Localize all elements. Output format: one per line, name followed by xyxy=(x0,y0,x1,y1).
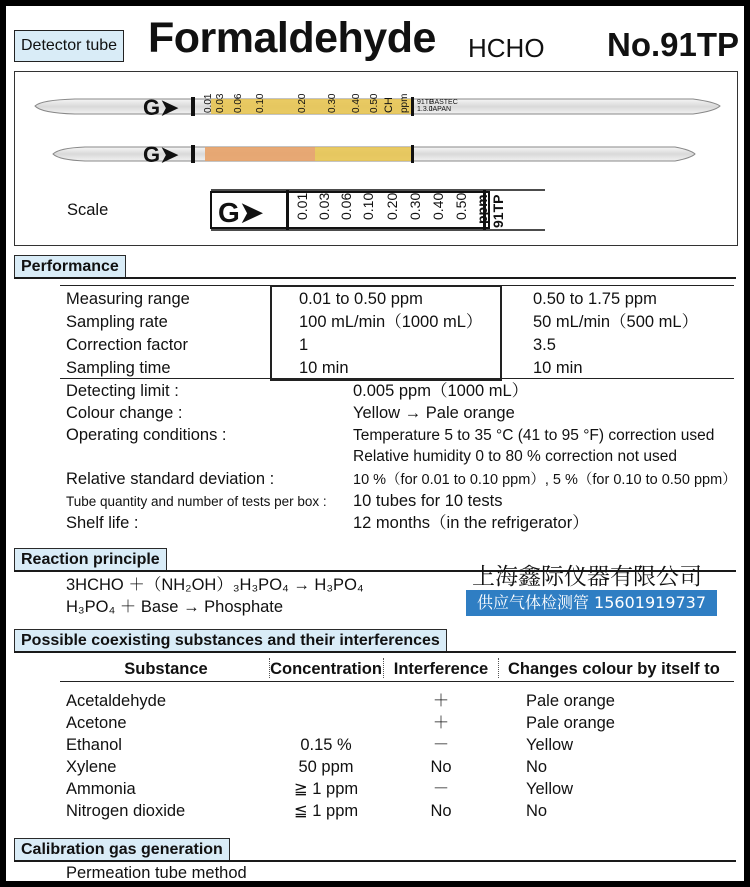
calibration-method: Permeation tube method xyxy=(66,864,247,881)
scale-tick-label: 0.10 xyxy=(360,192,376,220)
performance-heading: Performance xyxy=(14,255,126,279)
detail-value: Temperature 5 to 35 °C (41 to 95 °F) correction used xyxy=(353,427,715,444)
substance-concentration: 0.15 % xyxy=(300,736,352,754)
tube-tick-label: 0.01 xyxy=(203,93,214,113)
tube-end-line: JAPAN xyxy=(429,106,452,113)
header-label: Detector tube xyxy=(14,30,124,62)
substance-name: Acetaldehyde xyxy=(66,692,166,710)
scale-tick-label: 0.40 xyxy=(430,192,446,220)
tube-tick-label: 0.03 xyxy=(215,93,226,113)
column-divider xyxy=(498,658,499,678)
column-header-interference: Interference xyxy=(393,660,489,678)
detail-value: 12 months（in the refrigerator） xyxy=(353,514,589,532)
perf-label: Sampling rate xyxy=(66,313,168,331)
tube-tick-label: 0.10 xyxy=(255,93,266,113)
tube-tick-label: 0.06 xyxy=(233,93,244,113)
column-header-substance: Substance xyxy=(124,660,208,678)
perf-value-high: 10 min xyxy=(533,359,583,377)
scale-unit-label: ppm xyxy=(474,194,490,224)
detail-value: 10 %（for 0.01 to 0.10 ppm）, 5 %（for 0.10 to 0.50 ppm） xyxy=(353,472,737,488)
product-code: No.91TP xyxy=(607,26,740,63)
detail-value: Yellow → Pale orange xyxy=(353,404,515,422)
perf-label: Measuring range xyxy=(66,290,190,308)
tube-tick-label: 0.20 xyxy=(297,93,308,113)
substance-name: Ammonia xyxy=(66,780,136,798)
substance-colour: Yellow xyxy=(526,736,574,754)
perf-value-low: 0.01 to 0.50 ppm xyxy=(299,290,423,308)
perf-value-low: 100 mL/min（1000 mL） xyxy=(299,313,483,331)
perf-value-low: 10 min xyxy=(299,359,349,377)
substance-concentration: ≦ 1 ppm xyxy=(293,802,359,820)
company-name: 上海鑫际仪器有限公司 xyxy=(472,564,702,590)
scale-tick-label: 0.30 xyxy=(407,192,423,220)
substance-name: Ethanol xyxy=(66,736,122,754)
chemical-formula: HCHO xyxy=(468,33,545,63)
perf-label: Correction factor xyxy=(66,336,188,354)
substance-interference: ＋ xyxy=(432,714,450,732)
svg-text:G➤: G➤ xyxy=(218,197,264,228)
scale-tick-label: 0.01 xyxy=(294,192,310,220)
scale-tick-label: 0.03 xyxy=(316,192,332,220)
detail-label: Detecting limit : xyxy=(66,382,179,400)
interferences-heading: Possible coexisting substances and their interferences xyxy=(14,629,447,653)
interferences-table xyxy=(6,656,744,826)
datasheet-page xyxy=(6,6,744,881)
tube-tick-label: 0.50 xyxy=(369,93,380,113)
tube-tick-label: 0.40 xyxy=(351,93,362,113)
tube-tick-label: 0.30 xyxy=(327,93,338,113)
column-header-concentration: Concentration xyxy=(270,660,382,678)
substance-name: Nitrogen dioxide xyxy=(66,802,186,820)
substance-colour: No xyxy=(526,802,548,820)
performance-table xyxy=(6,285,744,381)
perf-value-high: 3.5 xyxy=(533,336,556,354)
scale-tick-label: 0.06 xyxy=(338,192,354,220)
perf-value-low: 1 xyxy=(299,336,309,354)
scale-tick-label: 0.20 xyxy=(384,192,400,220)
detail-label: Tube quantity and number of tests per box : xyxy=(66,494,327,509)
interferences-rule xyxy=(14,651,736,653)
tube-end-marking xyxy=(429,99,461,113)
substance-concentration: 50 ppm xyxy=(298,758,354,776)
substance-name: Acetone xyxy=(66,714,127,732)
detail-label: Relative standard deviation : xyxy=(66,470,275,488)
reaction-equation-2: H₃PO₄ ＋ Base → Phosphate xyxy=(66,598,284,616)
perf-value-high: 50 mL/min（500 mL） xyxy=(533,313,699,331)
company-contact-banner: 供应气体检测管 15601919737 xyxy=(466,590,717,616)
tube-figure-box xyxy=(14,71,738,246)
scale-tick-label: 0.50 xyxy=(453,192,469,220)
detail-value: 0.005 ppm（1000 mL） xyxy=(353,382,529,400)
tube-formula-label: CH xyxy=(383,97,395,113)
detail-value: 10 tubes for 10 tests xyxy=(353,492,503,510)
substance-interference: － xyxy=(432,780,450,798)
substance-colour: Pale orange xyxy=(526,692,615,710)
substance-interference: ＋ xyxy=(432,692,450,710)
reaction-equation-1: 3HCHO ＋（NH₂OH）₃H₃PO₄ → H₃PO₄ xyxy=(66,576,364,594)
page-title: Formaldehyde xyxy=(148,14,436,62)
reaction-heading: Reaction principle xyxy=(14,548,167,572)
substance-colour: Pale orange xyxy=(526,714,615,732)
scale-label: Scale xyxy=(67,201,109,219)
substance-colour: No xyxy=(526,758,548,776)
substance-interference: － xyxy=(432,736,450,754)
tube-end-line: GASTEC xyxy=(429,99,458,106)
perf-value-high: 0.50 to 1.75 ppm xyxy=(533,290,657,308)
svg-text:G➤: G➤ xyxy=(143,95,179,120)
tube-end-line: 1.3.0 xyxy=(417,106,433,113)
detail-label: Operating conditions : xyxy=(66,426,227,444)
tube-unit-label: ppm xyxy=(399,93,410,113)
interferences-header-rule xyxy=(60,681,734,682)
substance-interference: No xyxy=(430,758,452,776)
substance-interference: No xyxy=(430,802,452,820)
column-header-colour-change: Changes colour by itself to xyxy=(508,660,720,678)
tube-end-line: 91TP xyxy=(417,99,434,106)
substance-name: Xylene xyxy=(66,758,117,776)
substance-concentration: ≧ 1 ppm xyxy=(293,780,359,798)
calibration-heading: Calibration gas generation xyxy=(14,838,230,862)
detail-label: Shelf life : xyxy=(66,514,139,532)
detail-label: Colour change : xyxy=(66,404,183,422)
svg-text:G➤: G➤ xyxy=(143,142,179,167)
scale-code-label: 91TP xyxy=(490,194,506,228)
performance-rule xyxy=(14,277,736,279)
detail-value: Relative humidity 0 to 80 % correction not used xyxy=(353,448,677,465)
substance-colour: Yellow xyxy=(526,780,574,798)
detector-tube-used xyxy=(53,142,695,167)
perf-label: Sampling time xyxy=(66,359,171,377)
